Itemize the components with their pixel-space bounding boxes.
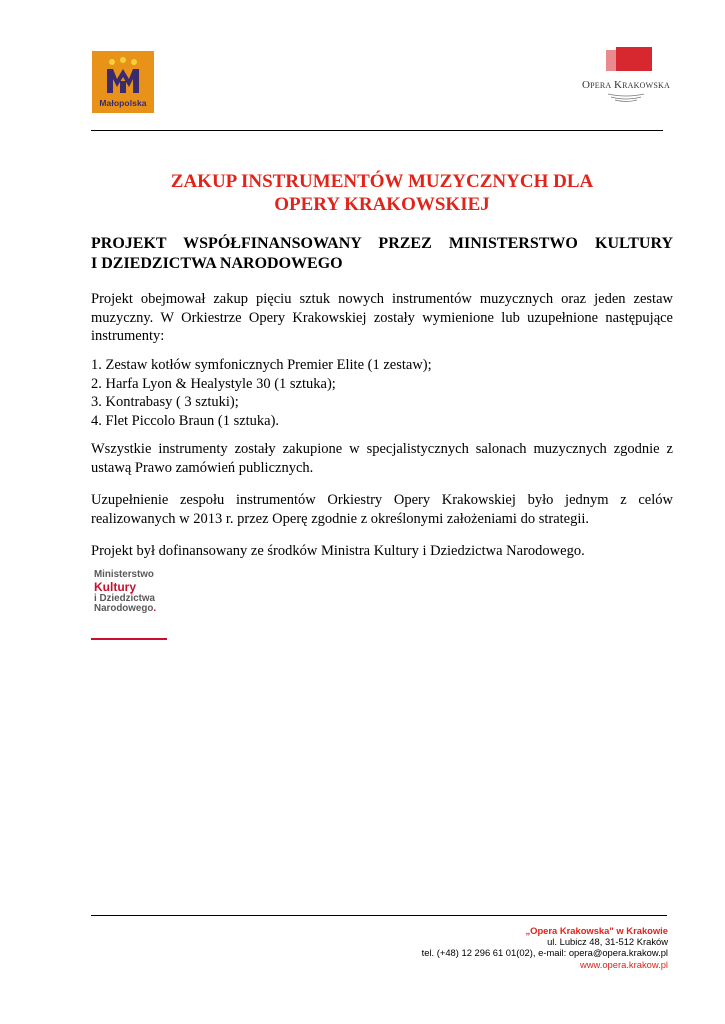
logo-waves-icon [606,92,646,102]
ministry-logo-line-2: Kultury [94,579,136,594]
malopolska-emblem-icon [103,57,143,95]
opera-krakowska-logo [580,47,670,109]
footer-divider [91,915,667,916]
malopolska-logo-text: Małopolska [99,98,147,108]
ministry-logo [94,570,174,615]
footer-contact: tel. (+48) 12 296 61 01(02), e-mail: opera@opera.krakow.pl [421,947,668,959]
ministry-logo-underline [91,638,167,640]
list-item: 4. Flet Piccolo Braun (1 sztuka). [91,412,280,429]
title-line-1: ZAKUP INSTRUMENTÓW MUZYCZNYCH DLA [170,171,594,192]
intro-paragraph: Projekt obejmował zakup pięciu sztuk nowych instrumentów muzycznych oraz jeden zestaw muzyczny. W Orkiestrze Opery Krakowskiej zostały wymienione lub uzupełnione następujące instrumenty: [91,291,673,344]
list-item: 3. Kontrabasy ( 3 sztuki); [91,394,239,410]
instrument-list [91,356,673,430]
subtitle-line-1: PROJEKT WSPÓŁFINANSOWANY PRZEZ MINISTERSTWO KULTURY [91,235,673,252]
procurement-paragraph: Wszystkie instrumenty zostały zakupione w specjalistycznych salonach muzycznych zgodnie z ustawą Prawo zamówień publicznych. [91,441,673,476]
ministry-logo-line-1: Ministerstwo [94,569,154,580]
document-subtitle [91,234,673,274]
ministry-logo-line-4-wrap [94,604,174,615]
strategy-paragraph: Uzupełnienie zespołu instrumentów Orkiestry Opery Krakowskiej było jednym z celów realizowanych w 2013 r. przez Operę zgodnie z określonymi założeniami do strategii. [91,492,673,527]
ministry-logo-line-3: i Dziedzictwa [94,592,155,604]
logo-text-krakowska: Krakowska [613,79,670,91]
footer-website-link[interactable]: www.opera.krakow.pl [579,958,668,970]
logo-text-opera: Opera [582,79,612,91]
list-item: 2. Harfa Lyon & Healystyle 30 (1 sztuka); [91,375,336,392]
footer [422,925,668,970]
logo-flag [616,47,652,71]
ministry-logo-dot: . [153,603,157,614]
footer-organization-name: „Opera Krakowska" w Krakowie [525,925,668,936]
title-line-2: OPERY KRAKOWSKIEJ [274,194,490,215]
header-divider [91,130,663,131]
opera-krakowska-logo-text [582,79,668,91]
list-item: 1. Zestaw kotłów symfonicznych Premier Elite (1 zestaw); [91,357,432,373]
document-title [91,170,673,216]
ministry-logo-line-4: Narodowego [94,603,154,614]
funding-paragraph: Projekt był dofinansowany ze środków Ministra Kultury i Dziedzictwa Narodowego. [91,543,585,559]
footer-address: ul. Lubicz 48, 31-512 Kraków [547,936,668,948]
malopolska-logo [92,51,154,113]
subtitle-line-2: I DZIEDZICTWA NARODOWEGO [91,255,343,272]
